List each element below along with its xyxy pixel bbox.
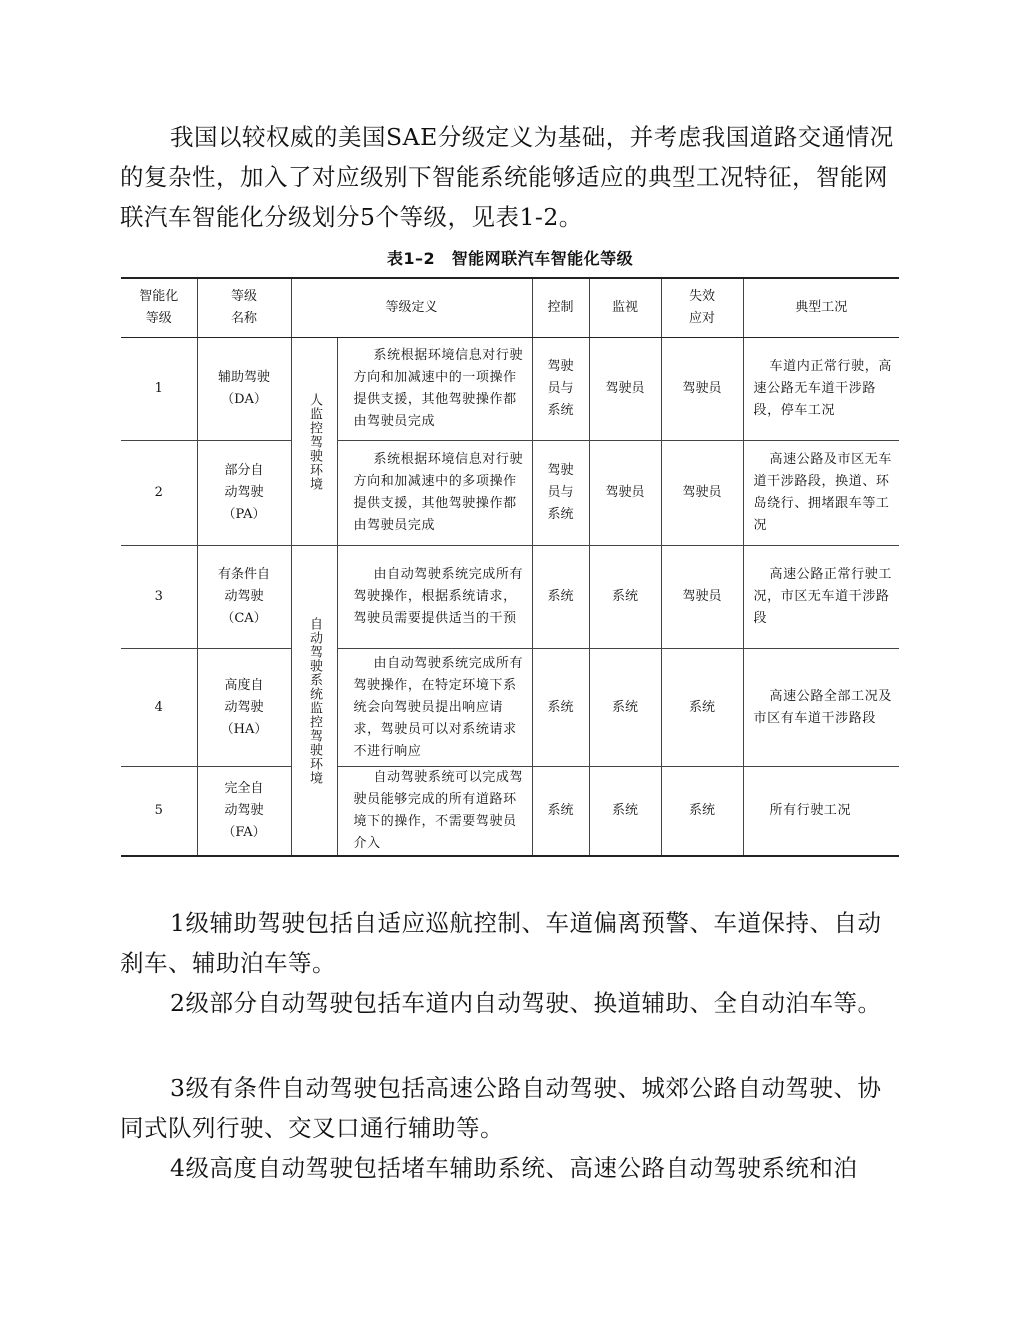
cell-control: 系统 [532,649,589,767]
cell-level: 1 [121,338,197,441]
cell-level: 3 [121,546,197,649]
cell-monitor: 系统 [589,649,661,767]
cell-monitor: 驾驶员 [589,441,661,546]
table-row [121,767,899,857]
cell-failure: 驾驶员 [661,338,743,441]
cell-name: 辅助驾驶（DA） [197,338,291,441]
cell-control: 系统 [532,546,589,649]
cell-level: 4 [121,649,197,767]
cell-conditions: 高速公路正常行驶工况，市区无车道干涉路段 [743,546,899,649]
cell-definition: 自动驾驶系统可以完成驾驶员能够完成的所有道路环境下的操作，不需要驾驶员介入 [337,767,532,857]
cell-name: 完全自动驾驶（FA） [197,767,291,857]
cell-definition: 系统根据环境信息对行驶方向和加减速中的一项操作提供支援，其他驾驶操作都由驾驶员完成 [337,338,532,441]
header-control: 控制 [532,278,589,338]
header-conditions: 典型工况 [743,278,899,338]
cell-name: 高度自动驾驶（HA） [197,649,291,767]
header-definition: 等级定义 [291,278,532,338]
cell-conditions: 高速公路全部工况及市区有车道干涉路段 [743,649,899,767]
cell-level: 2 [121,441,197,546]
cell-level: 5 [121,767,197,857]
cell-control: 驾驶员与系统 [532,441,589,546]
table-header-row [121,278,899,338]
level-4-paragraph: 4级高度自动驾驶包括堵车辅助系统、高速公路自动驾驶系统和泊 [170,1154,858,1182]
header-monitor: 监视 [589,278,661,338]
cell-control: 驾驶员与系统 [532,338,589,441]
cell-name: 有条件自动驾驶（CA） [197,546,291,649]
cell-failure: 驾驶员 [661,546,743,649]
cell-conditions: 车道内正常行驶，高速公路无车道干涉路段，停车工况 [743,338,899,441]
table-row [121,441,899,546]
cell-conditions: 所有行驶工况 [743,767,899,857]
cell-control: 系统 [532,767,589,857]
cell-definition: 由自动驾驶系统完成所有驾驶操作，在特定环境下系统会向驾驶员提出响应请求，驾驶员可以对系统请求不进行响应 [337,649,532,767]
cell-monitor: 系统 [589,767,661,857]
cell-name: 部分自动驾驶（PA） [197,441,291,546]
table-row [121,338,899,441]
cell-definition: 由自动驾驶系统完成所有驾驶操作，根据系统请求，驾驶员需要提供适当的干预 [337,546,532,649]
table-row [121,649,899,767]
cell-env-group-system: 自动驾驶系统监控驾驶环境 [291,546,337,857]
intro-paragraph: 我国以较权威的美国SAE分级定义为基础，并考虑我国道路交通情况的复杂性，加入了对应级别下智能系统能够适应的典型工况特征，智能网联汽车智能化分级划分5个等级，见表1-2。 [120,123,894,231]
cell-failure: 系统 [661,767,743,857]
table-caption: 表1–2 智能网联汽车智能化等级 [386,249,634,268]
header-name: 等级名称 [197,278,291,338]
level-3-paragraph: 3级有条件自动驾驶包括高速公路自动驾驶、城郊公路自动驾驶、协同式队列行驶、交叉口通行辅助等。 [120,1074,882,1142]
cell-conditions: 高速公路及市区无车道干涉路段，换道、环岛绕行、拥堵跟车等工况 [743,441,899,546]
header-failure: 失效应对 [661,278,743,338]
table-row [121,546,899,649]
cell-monitor: 系统 [589,546,661,649]
header-level: 智能化等级 [121,278,197,338]
cell-definition: 系统根据环境信息对行驶方向和加减速中的多项操作提供支援，其他驾驶操作都由驾驶员完成 [337,441,532,546]
automation-levels-table [121,277,899,857]
level-2-paragraph: 2级部分自动驾驶包括车道内自动驾驶、换道辅助、全自动泊车等。 [170,989,882,1017]
level-1-paragraph: 1级辅助驾驶包括自适应巡航控制、车道偏离预警、车道保持、自动刹车、辅助泊车等。 [120,909,882,977]
cell-failure: 系统 [661,649,743,767]
cell-monitor: 驾驶员 [589,338,661,441]
cell-env-group-human: 人监控驾驶环境 [291,338,337,546]
cell-failure: 驾驶员 [661,441,743,546]
